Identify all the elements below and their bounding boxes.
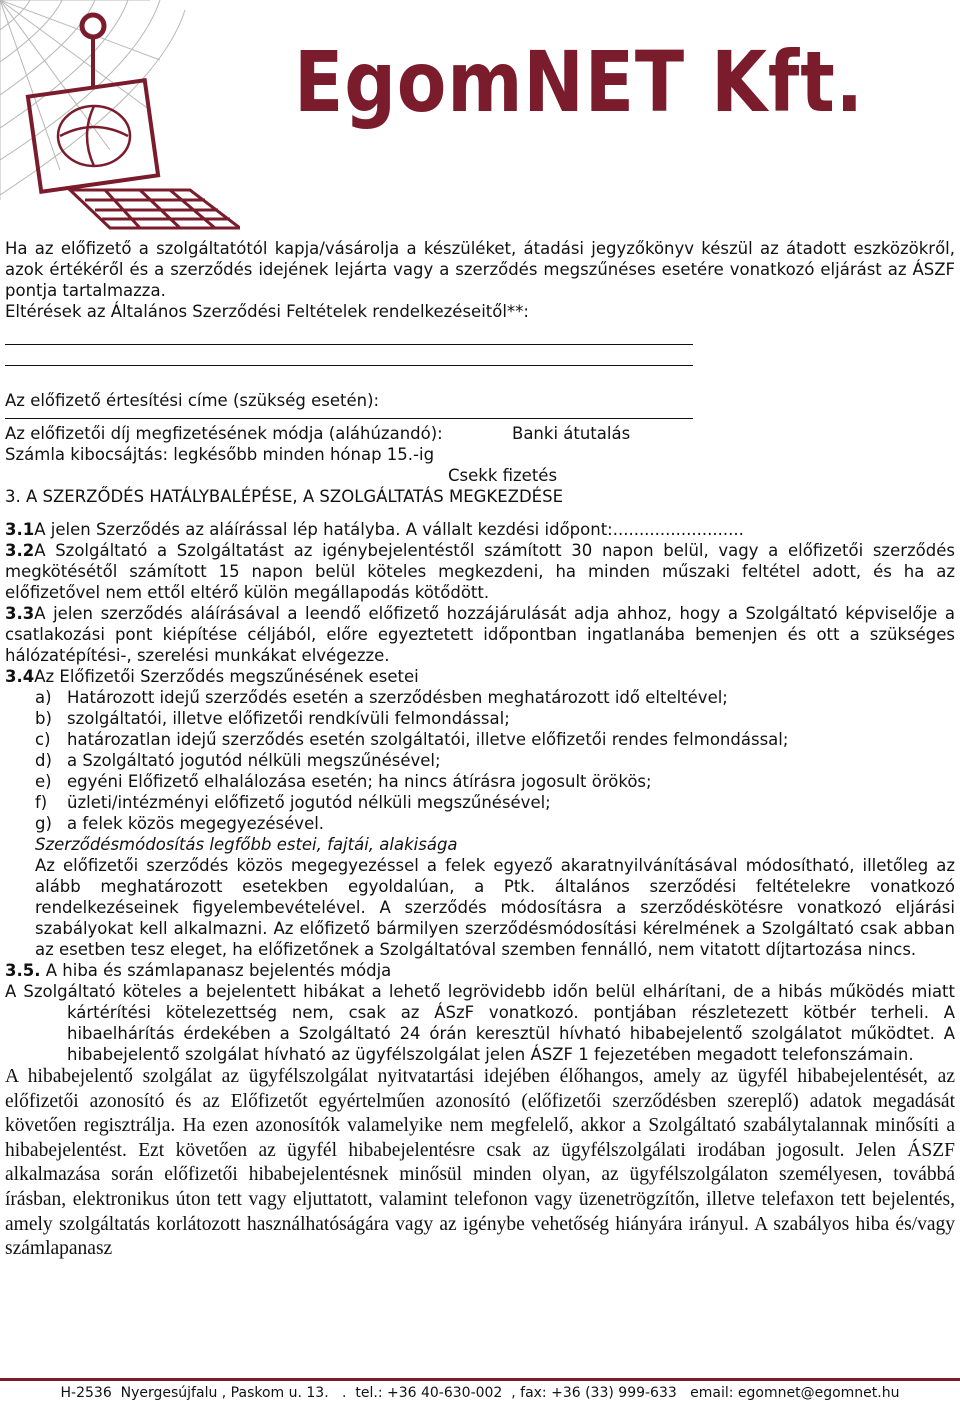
section-3-3: [0, 603, 960, 666]
section-3-1-text: A jelen Szerződés az aláírással lép hatályba. A vállalt kezdési időpont:.........................: [34, 520, 744, 539]
fault-report-paragraph: A hibabejelentő szolgálat az ügyfélszolgálat nyitvatartási idejében élőhangos, amely az ügyfél hibabejelentését, az előfizetői azonosító és az Előfizetőt egyértelműen azonosító (előfizetői szerződésben szereplő) adatok megadását követően regisztrálja. Ha ezen azonosítók valamelyike nem megfelelő, akkor a Szolgáltató szabálytalannak minősíti a hibabejelentést. Ezt követően az ügyfél hibabejelentésre csak az ügyfélszolgálati irodában jogosult. Jelen ÁSZF alkalmazása során előfizetői hibabejelentésnek minősül minden olyan, az ügyfélszolgálaton személyesen, továbbá írásban, elektronikus úton tett vagy eljuttatott, valamint telefonon vagy üzenetrögzítőn, illetve telefaxon tett bejelentés, amely szolgáltatás korlátozott használhatóságára vagy az igénybe vehetőség hiányára irányul. A szabályos hiba és/vagy számlapanasz: [5, 1066, 955, 1260]
list-item-text: szolgáltatói, illetve előfizetői rendkívüli felmondással;: [67, 709, 510, 728]
section-3-4-number: 3.4: [5, 667, 35, 686]
section-3-2-text: A Szolgáltató a Szolgáltatást az igénybejelentéstől számított 30 napon belül, vagy a előfizetői szerződés megkötésétől számított 15 napon belül köteles megkezdeni, ha minden műszaki feltétel adott, és ha az előfizetővel nem ettől eltérő külön megállapodás kötődött.: [5, 541, 955, 602]
section-3-2: [0, 540, 960, 603]
list-item: [0, 750, 960, 771]
logo-spiderweb-computer-icon: [0, 0, 240, 232]
list-item-text: Határozott idejű szerződés esetén a szerződésben meghatározott idő elteltével;: [67, 688, 728, 707]
section-3-3-number: 3.3: [5, 604, 35, 623]
section-3-5: [0, 960, 960, 981]
letterhead: [0, 0, 960, 232]
list-item-text: egyéni Előfizető elhalálozása esetén; ha nincs átírásra jogosult örökös;: [67, 772, 652, 791]
list-item-letter: b): [35, 709, 52, 728]
termination-cases-list: [0, 687, 960, 834]
modification-text: Az előfizetői szerződés közös megegyezéssel a felek egyező akaratnyilvánításával módosítható, illetőleg az alább meghatározott esetekben egyoldalúan, a Ptk. általános szerződési feltételekre vonatkozó rendelkezéseinek figyelembevételével. A szerződés módosításra a szerződéskötésre vonatkozó eljárási szabályokat kell alkalmazni. Az előfizető bármilyen szerződésmódosítási kérelmének a Szolgáltató csak abban az esetben tesz eleget, ha előfizetőnek a Szolgáltatóval szemben fennálló, nem vitatott díjtartozása nincs.: [35, 856, 955, 959]
list-item-letter: f): [35, 793, 48, 812]
list-item-letter: a): [35, 688, 52, 707]
list-item-text: határozatlan idejű szerződés esetén szolgáltatói, illetve előfizetői rendes felmondással;: [67, 730, 789, 749]
section-3-5-text: A Szolgáltató köteles a bejelentett hibákat a lehető legrövidebb időn belül elhárítani, de a hibás működés miatt kártérítési kötelezettség nem, csak az ÁSzF vonatkozó. pontjában részletezett kötbér terheli. A hibaelhárítás érdekében a Szolgáltató 24 órán keresztül hívható hibabejelentő szolgálatot működtet. A hibabejelentő szolgálat hívható az ügyfélszolgálat jelen ÁSZF 1 fejezetében megadott telefonszámain.: [5, 982, 955, 1064]
section-3-3-text: A jelen szerződés aláírásával a leendő előfizető hozzájárulását adja ahhoz, hogy a Szolgáltató képviselője a csatlakozási pont kiépítése céljából, előre egyeztetett időpontban ingatlanába bemenjen és ott a szükséges hálózatépítési-, szerelési munkákat elvégezze.: [5, 604, 955, 665]
payment-method-label: Az előfizetői díj megfizetésének módja (aláhúzandó):: [5, 424, 443, 443]
section-3-1-number: 3.1: [5, 520, 35, 539]
section-3-1: [0, 519, 960, 540]
section-3-title: 3. A SZERZŐDÉS HATÁLYBALÉPÉSE, A SZOLGÁLTATÁS MEGKEZDÉSE: [5, 487, 564, 506]
list-item-letter: d): [35, 751, 52, 770]
section-3-5-number: 3.5.: [5, 961, 41, 980]
list-item: [0, 729, 960, 750]
list-item-text: a Szolgáltató jogutód nélküli megszűnésével;: [67, 751, 441, 770]
list-item-text: a felek közös megegyezésével.: [67, 814, 325, 833]
list-item: [0, 813, 960, 834]
payment-option-bank-transfer: Banki átutalás: [512, 424, 631, 443]
list-item-letter: e): [35, 772, 52, 791]
footer-contact: H-2536 Nyergesújfalu , Paskom u. 13. . tel.: +36 40-630-002 , fax: +36 (33) 999-633 email: egomnet@egomnet.hu: [60, 1385, 900, 1401]
notice-address-label: Az előfizető értesítési címe (szükség esetén):: [5, 391, 380, 410]
payment-method-row: [0, 423, 960, 444]
section-3-4: [0, 666, 960, 687]
modification-title: Szerződésmódosítás legfőbb estei, fajtái, alakisága: [35, 835, 458, 854]
section-3-5-title: A hiba és számlapanasz bejelentés módja: [45, 961, 392, 980]
section-3-2-number: 3.2: [5, 541, 35, 560]
contract-body: [0, 238, 960, 1262]
payment-option-check: Csekk fizetés: [448, 466, 558, 485]
list-item: [0, 771, 960, 792]
footer-divider: [0, 1378, 960, 1381]
list-item: [0, 708, 960, 729]
list-item-letter: c): [35, 730, 51, 749]
section-3-4-title: Az Előfizetői Szerződés megszűnésének esetei: [34, 667, 419, 686]
invoice-label: Számla kibocsájtás: legkésőbb minden hónap 15.-ig: [5, 445, 435, 464]
intro-paragraph: Ha az előfizető a szolgáltatótól kapja/vásárolja a készüléket, átadási jegyzőkönyv készül az átadott eszközökről, azok értékéről és a szerződés idejének lejárta vagy a szerződés megszűnéses esetére vonatkozó eljárást az ÁSZF pontja tartalmazza.: [5, 239, 955, 300]
deviations-label: Eltérések az Általános Szerződési Feltételek rendelkezéseitől**:: [5, 302, 529, 321]
company-logo-text: EgomNET Kft.: [294, 33, 864, 131]
list-item-letter: g): [35, 814, 52, 833]
list-item-text: üzleti/intézményi előfizető jogutód nélküli megszűnésével;: [67, 793, 551, 812]
list-item: [0, 687, 960, 708]
list-item: [0, 792, 960, 813]
